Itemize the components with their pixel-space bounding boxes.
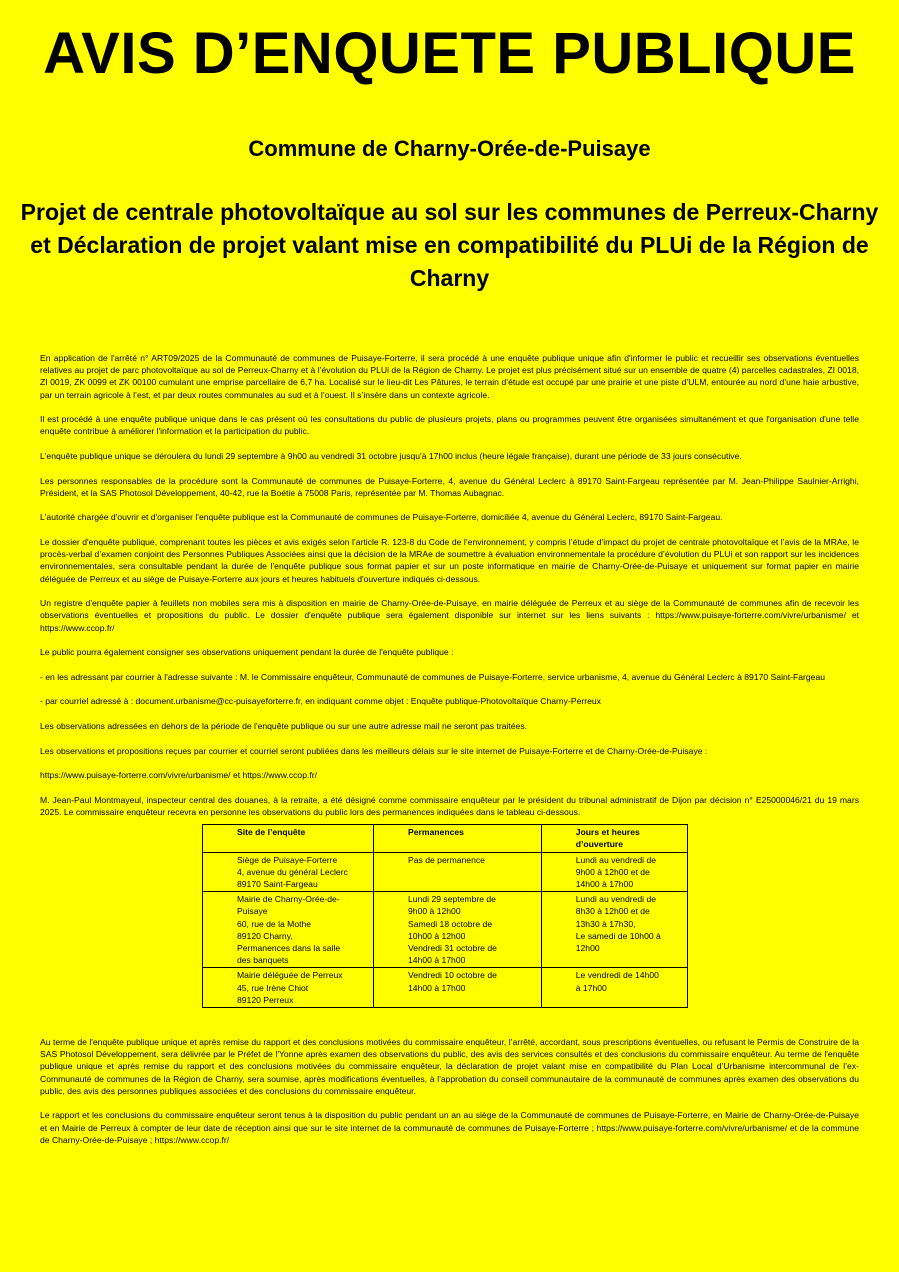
paragraph-by-email: - par courriel adressé à : document.urbanisme@cc-puisayeforterre.fr, en indiquant comme objet : Enquête publique-Photovoltaïque Charny-Perreux	[40, 696, 601, 707]
table-body	[203, 852, 688, 1007]
paragraph-commissioner: M. Jean-Paul Montmayeul, inspecteur central des douanes, à la retraite, a été désigné comme commissaire enquêteur par le président du tribunal administratif de Dijon par décision n° E25000046/21 du 19 mars 2025. Le commissaire enquêteur recevra en personne les observations du public lors des permanences indiquées dans le tableau ci-dessous.	[40, 794, 859, 817]
paragraph-dossier: Le dossier d'enquête publique, comprenant toutes les pièces et avis exigés selon l’article R. 123-8 du Code de l’environnement, y compris l’étude d’impact du projet de centrale photovoltaïque et l’avis de la MRAe, le procès-verbal d’examen conjoint des Personnes Publiques Associées ainsi que la décision de la MRAe de soumettre à évaluation environnementale la procédure d’évolution du PLUi et son rapport sur les incidences environnementales, sera consultable pendant la durée de l'enquête publique sous format papier et sur un poste informatique en mairie de Charny-Orée-de-Puisaye et uniquement sur format papier en mairie déléguée de Perreux et au siège de Puisaye-Forterre aux jours et heures habituels d'ouverture indiqués ci-dessous.	[40, 536, 859, 584]
paragraph-dates: L'enquête publique unique se déroulera du lundi 29 septembre à 9h00 au vendredi 31 octobre jusqu'à 17h00 inclus (heure légale française), durant une période de 33 jours consécutive.	[40, 451, 742, 461]
table-cell-site: Mairie de Charny-Orée-de-Puisaye 60, rue de la Mothe 89120 Charny, Permanences dans la salle des banquets	[203, 892, 374, 968]
table-cell-permanences: Lundi 29 septembre de 9h00 à 12h00 Samedi 18 octobre de 10h00 à 12h00 Vendredi 31 octobre de 14h00 à 17h00	[374, 892, 542, 968]
paragraph-intro: En application de l'arrêté n° ART09/2025 de la Communauté de communes de Puisaye-Forterre, il sera procédé à une enquête publique unique afin d'informer le public et recueillir ses observations éventuelles relatives au projet de parc photovoltaïque au sol de Perreux-Charny et à l’évolution du PLUi de la Région de Charny. Le projet est plus précisément situé sur un ensemble de quatre (4) parcelles cadastrales, ZI 0018, ZI 0019, ZK 0099 et ZK 00100 cumulant une emprise parcellaire de 6,7 ha. Localisé sur le lieu-dit Les Pâtures, le terrain d’étude est occupé par une prairie et une piste d’ULM, entourée au nord d’une haie arbustive, par un terrain agricole à l’est, et par deux routes communales au sud et à l’ouest. Il s’insère dans un contexte agricole.	[40, 353, 859, 400]
notice-body	[40, 352, 859, 1158]
table-header-site: Site de l’enquête	[203, 825, 374, 852]
table-cell-site: Siège de Puisaye-Forterre 4, avenue du général Leclerc 89170 Saint-Fargeau	[203, 852, 374, 892]
table-cell-hours: Lundi au vendredi de 8h30 à 12h00 et de 13h30 à 17h30, Le samedi de 10h00 à 12h00	[541, 892, 687, 968]
paragraph-publication: Les observations et propositions reçues par courrier et courriel seront publiées dans les meilleurs délais sur le site internet de Puisaye-Forterre et de Charny-Orée-de-Puisaye :	[40, 745, 708, 756]
table-header-permanences: Permanences	[374, 825, 542, 852]
paragraph-unique-enquiry: Il est procédé à une enquête publique unique dans le cas présent où les consultations du public de plusieurs projets, plans ou programmes peuvent être organisées simultanément et que l'organisation d'une telle enquête contribue à améliorer l'information et la participation du public.	[40, 414, 859, 437]
commune-name: Commune de Charny-Orée-de-Puisaye	[248, 136, 651, 161]
permanences-table	[202, 824, 688, 1008]
table-cell-permanences: Vendredi 10 octobre de 14h00 à 17h00	[374, 968, 542, 1008]
table-cell-hours: Lundi au vendredi de 9h00 à 12h00 et de 14h00 à 17h00	[541, 852, 687, 892]
table-row	[203, 852, 688, 892]
page-title: AVIS D’ENQUETE PUBLIQUE	[43, 21, 856, 86]
paragraph-by-mail: - en les adressant par courrier à l'adresse suivante : M. le Commissaire enquêteur, Communauté de communes de Puisaye-Forterre, service urbanisme, 4, avenue du Général Leclerc à 89170 Saint-Fargeau	[40, 671, 826, 682]
table-header-row	[203, 825, 688, 852]
project-title: Projet de centrale photovoltaïque au sol sur les communes de Perreux-Charny et Déclaration de projet valant mise en compatibilité du PLUi de la Région de Charny	[20, 199, 879, 291]
table-row	[203, 968, 688, 1008]
paragraph-out-of-period: Les observations adressées en dehors de la période de l'enquête publique ou sur une autre adresse mail ne seront pas traitées.	[40, 720, 528, 731]
paragraph-public-observations: Le public pourra également consigner ses observations uniquement pendant la durée de l'enquête publique :	[40, 647, 454, 658]
table-cell-hours: Le vendredi de 14h00 à 17h00	[541, 968, 687, 1008]
table-cell-site: Mairie déléguée de Perreux 45, rue Irène Chiot 89120 Perreux	[203, 968, 374, 1008]
paragraph-conclusions: Au terme de l'enquête publique unique et après remise du rapport et des conclusions motivées du commissaire enquêteur, l’arrêté, accordant, sous prescriptions éventuelles, ou refusant le Permis de Construire de la SAS Photosol Développement, sera délivrée par le Préfet de l'Yonne après examen des observations du public, des avis des services consultés et des conclusions du commissaire enquêteur. Au terme de l'enquête publique unique et après remise du rapport et des conclusions motivées du commissaire enquêteur, la déclaration de projet valant mise en compatibilité du Plan Local d’Urbanisme intercommunal de l’ex-Communauté de communes de la Région de Charny, sera soumise, après modifications éventuelles, à l'approbation du conseil communautaire de la communauté de communes après examen des observations du public, des avis des personnes publiques associées et des conclusions du commissaire enquêteur.	[40, 1037, 859, 1096]
paragraph-register: Un registre d'enquête papier à feuillets non mobiles sera mis à disposition en mairie de Charny-Orée-de-Puisaye, en mairie déléguée de Perreux et au siège de la Communauté de communes afin de recevoir les observations éventuelles et propositions du public. Le dossier d'enquête publique sera également disponible sur internet sur les liens suivants : https://www.puisaye-forterre.com/vivre/urbanisme/ et https://www.ccop.fr/	[40, 598, 859, 633]
paragraph-links: https://www.puisaye-forterre.com/vivre/urbanisme/ et https://www.ccop.fr/	[40, 770, 318, 781]
table-header-hours: Jours et heures d’ouverture	[541, 825, 687, 852]
table-cell-permanences: Pas de permanence	[374, 852, 542, 892]
table-row	[203, 892, 688, 968]
paragraph-authority: L'autorité chargée d'ouvrir et d'organiser l'enquête publique est la Communauté de communes de Puisaye-Forterre, domiciliée 4, avenue du Général Leclerc, 89170 Saint-Fargeau.	[40, 512, 723, 523]
paragraph-responsibles: Les personnes responsables de la procédure sont la Communauté de communes de Puisaye-Forterre, 4, avenue du Général Leclerc à 89170 Saint-Fargeau représentée par M. Jean-Philippe Saulnier-Arrighi, Président, et la SAS Photosol Développement, 40-42, rue la Boétie à 75008 Paris, représentée par M. Thomas Aubagnac.	[40, 475, 859, 498]
paragraph-report: Le rapport et les conclusions du commissaire enquêteur seront tenus à la disposition du public pendant un an au siège de la Communauté de communes de Puisaye-Forterre, en Mairie de Charny-Orée-de-Puisaye et en Mairie de Perreux à compter de leur date de réception ainsi que sur le site internet de la communauté de communes de Puisaye-Forterre ; https://www.puisaye-forterre.com/vivre/urbanisme/ et de la commune de Charny-Orée-de-Puisaye ; https://www.ccop.fr/	[40, 1110, 859, 1145]
